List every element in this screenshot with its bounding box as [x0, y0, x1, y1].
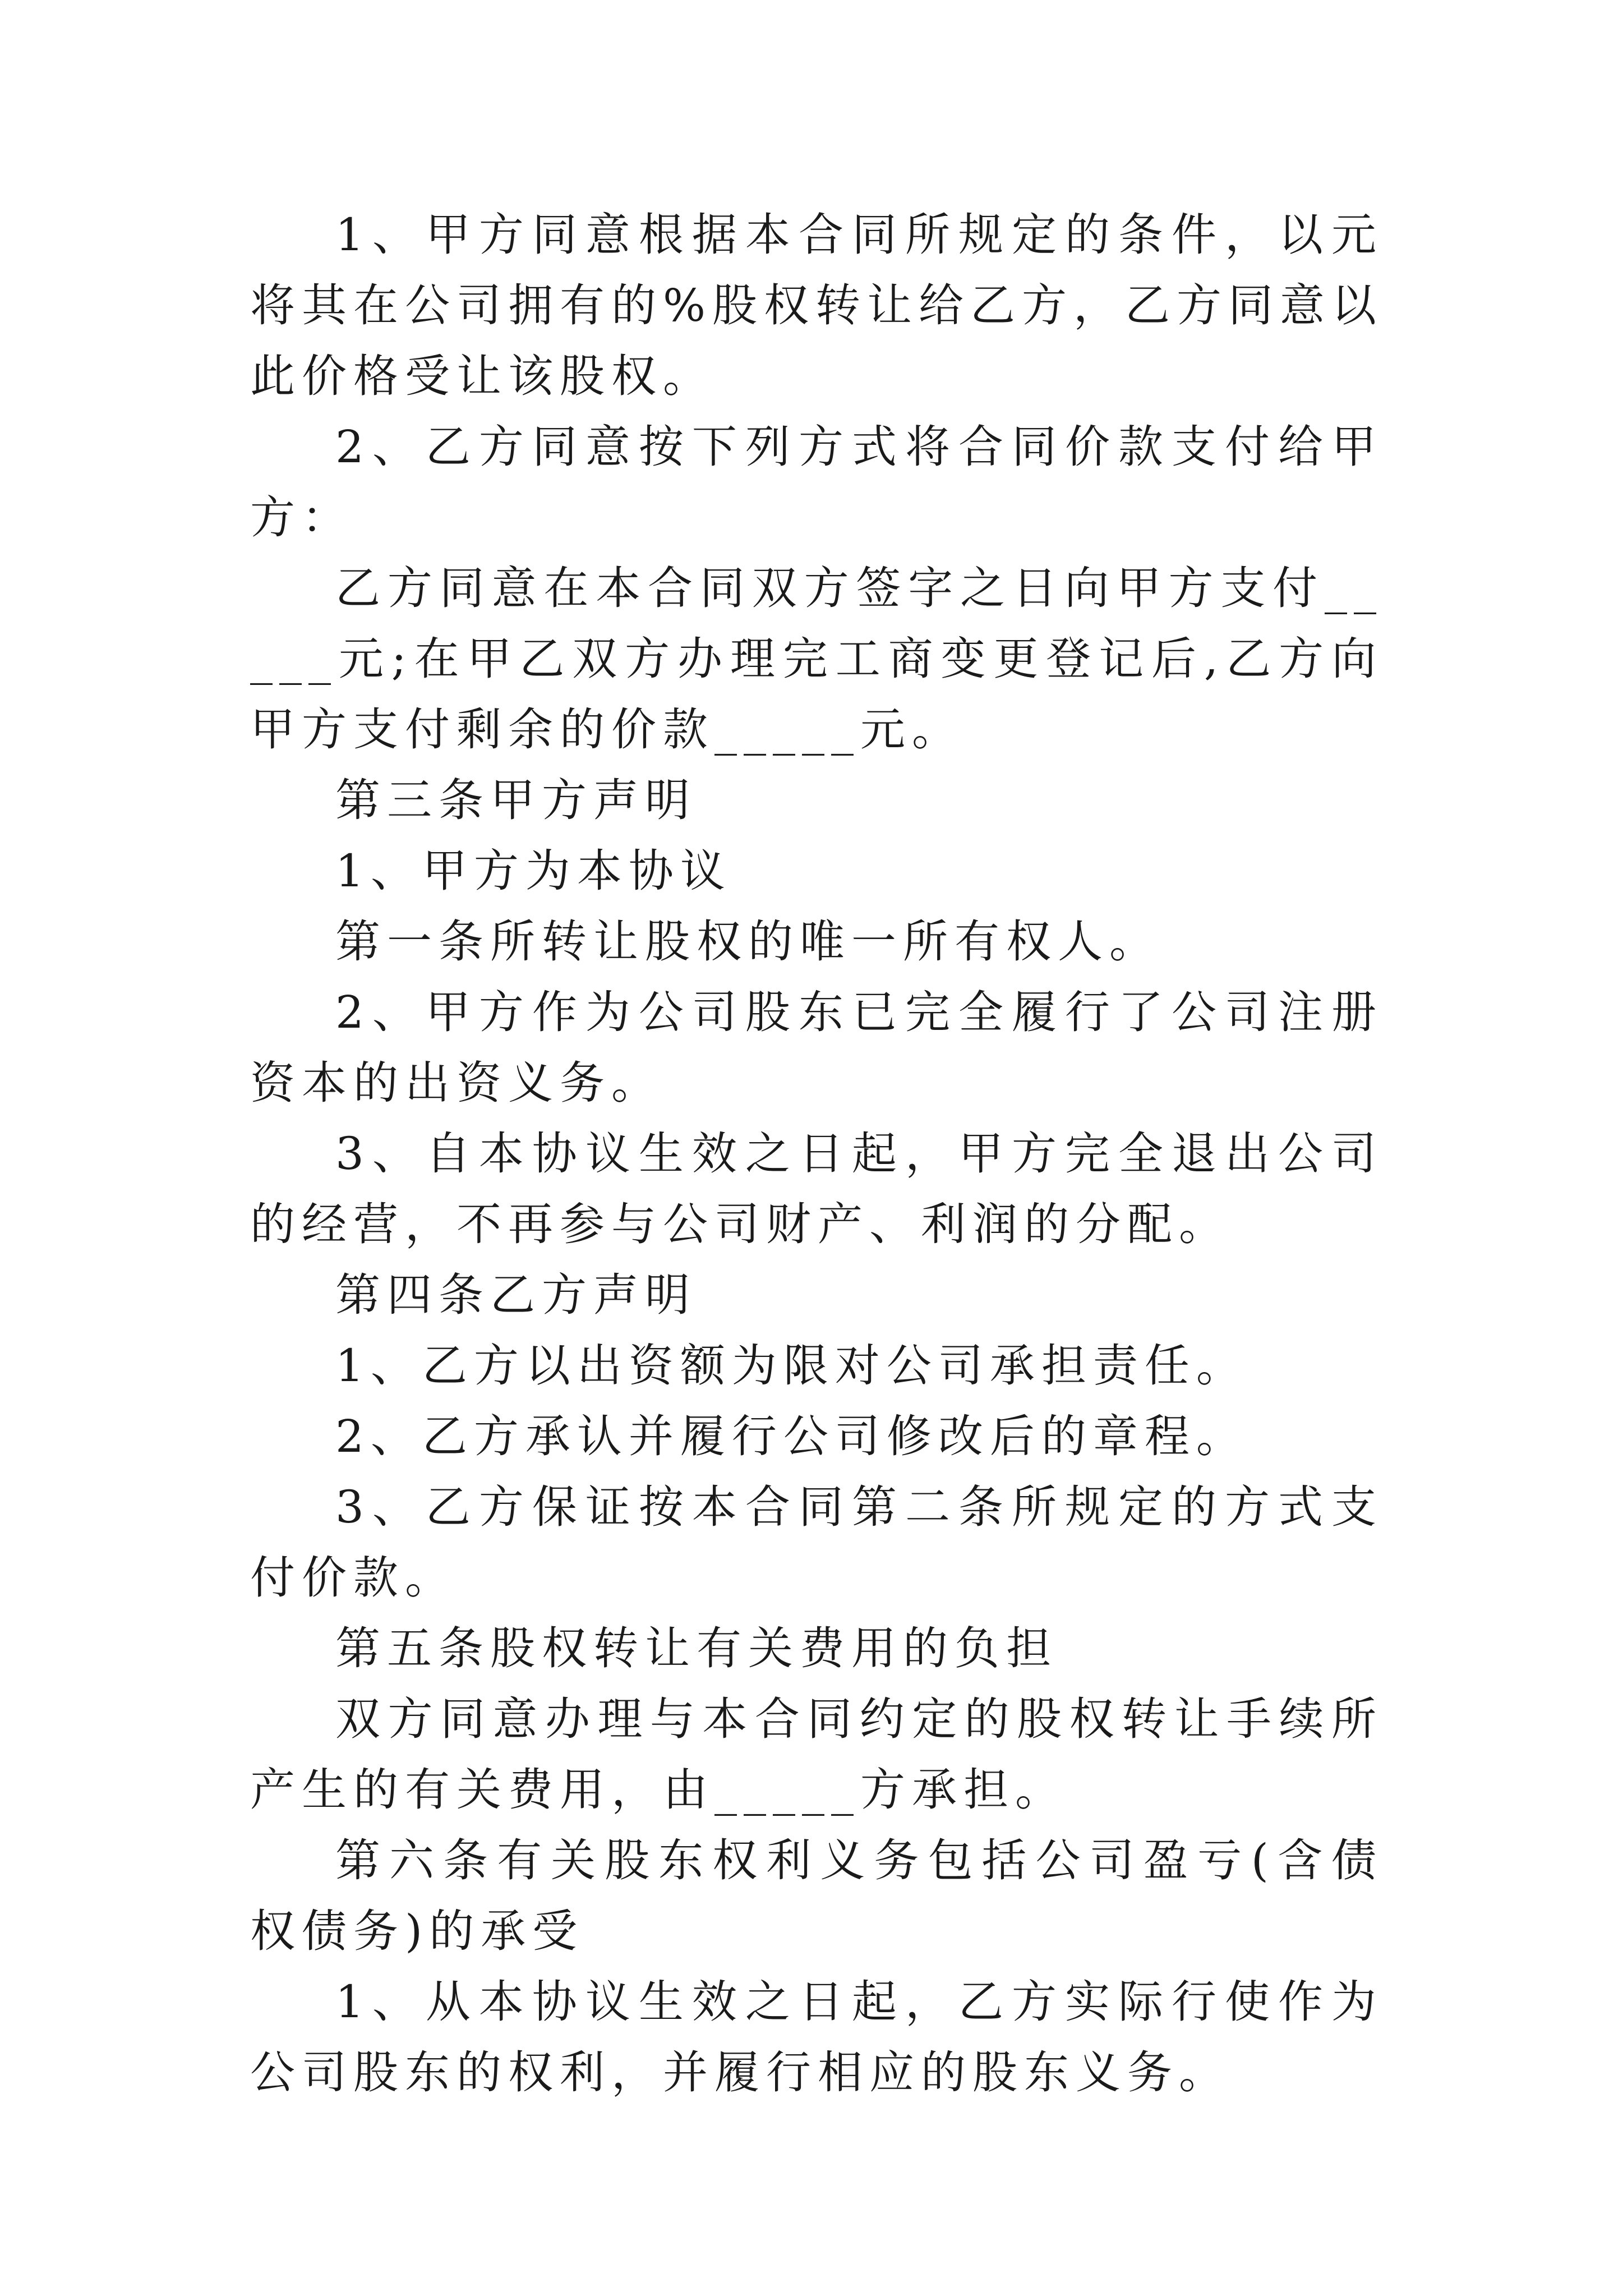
paragraph-party-a-item-1: 1、甲方为本协议 — [335, 845, 732, 897]
paragraph-rights-item-1: 1、从本协议生效之日起，乙方实际行使作为公司股东的权利，并履行相应的股东义务。 — [250, 1976, 1383, 2099]
paragraph-party-b-item-2: 2、乙方承认并履行公司修改后的章程。 — [335, 1410, 1248, 1462]
paragraph-fees: 双方同意办理与本合同约定的股权转让手续所产生的有关费用，由_____方承担。 — [250, 1693, 1383, 1816]
paragraph-party-b-item-3: 3、乙方保证按本合同第二条所规定的方式支付价款。 — [250, 1481, 1383, 1604]
paragraph-payment-method: 2、乙方同意按下列方式将合同价款支付给甲方： — [250, 421, 1383, 544]
document-body — [250, 200, 1383, 2108]
paragraph-party-a-item-2: 2、甲方作为公司股东已完全履行了公司注册资本的出资义务。 — [250, 986, 1383, 1109]
heading-article-5: 第五条股权转让有关费用的负担 — [335, 1622, 1058, 1674]
heading-article-6: 第六条有关股东权利义务包括公司盈亏(含债权债务)的承受 — [250, 1834, 1383, 1957]
paragraph-party-b-item-1: 1、乙方以出资额为限对公司承担责任。 — [335, 1340, 1248, 1392]
paragraph-party-a-item-3: 3、自本协议生效之日起，甲方完全退出公司的经营，不再参与公司财产、利润的分配。 — [250, 1128, 1383, 1250]
heading-article-4: 第四条乙方声明 — [335, 1269, 697, 1321]
paragraph-sole-owner: 第一条所转让股权的唯一所有权人。 — [335, 915, 1161, 968]
paragraph-payment-schedule: 乙方同意在本合同双方签字之日向甲方支付_____元;在甲乙双方办理完工商变更登记后,乙方向甲方支付剩余的价款_____元。 — [250, 562, 1383, 756]
paragraph-transfer-terms: 1、甲方同意根据本合同所规定的条件，以元将其在公司拥有的%股权转让给乙方，乙方同意以此价格受让该股权。 — [250, 209, 1384, 402]
heading-article-3: 第三条甲方声明 — [335, 774, 697, 826]
